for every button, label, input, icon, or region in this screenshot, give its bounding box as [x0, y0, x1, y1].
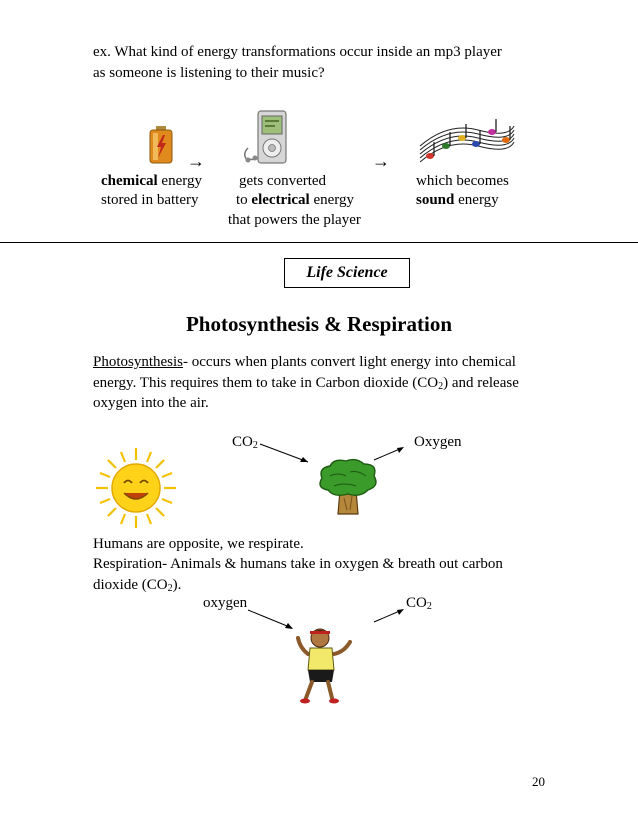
- mp3-player-icon: [244, 108, 290, 166]
- arrow-2: →: [372, 151, 390, 171]
- humans-line-2: Respiration- Animals & humans take in oxygen & breath out carbon: [93, 556, 503, 572]
- question-line-2: as someone is listening to their music?: [93, 65, 325, 81]
- section-divider: [0, 242, 638, 243]
- photosynthesis-paragraph: Photosynthesis- occurs when plants convert light energy into chemical energy. This requires them to take in Carbon dioxide $(CO_2)$ and release oxygen into the air.: [93, 354, 519, 411]
- battery-icon: [148, 126, 174, 164]
- music-caption-line-2: sound energy: [416, 192, 499, 208]
- battery-caption-line-1: chemical energy: [101, 173, 202, 189]
- section-label: Life Science: [284, 258, 410, 288]
- arrow-1: →: [187, 151, 205, 171]
- music-caption-line-1: which becomes: [416, 173, 509, 189]
- human-co2-label: $CO_2$: [406, 595, 432, 612]
- player-caption-line-2: to electrical energy: [236, 192, 355, 208]
- person-icon: [294, 624, 356, 706]
- plant-oxygen-label: Oxygen: [414, 434, 462, 450]
- photosynthesis-term: Photosynthesis: [93, 354, 184, 370]
- humans-line-3: dioxide $(CO_2)$.: [93, 577, 182, 594]
- player-caption-line-1: gets converted: [239, 173, 327, 189]
- human-oxygen-label: oxygen: [203, 595, 248, 611]
- music-notes-icon: [418, 116, 516, 168]
- question-line-1: ex. What kind of energy transformations occur inside an mp3 player: [93, 44, 502, 60]
- player-caption-line-3: that powers the player: [228, 212, 361, 228]
- plant-co2-label: $CO_2$: [232, 434, 258, 451]
- page-title: Photosynthesis & Respiration: [185, 312, 453, 336]
- sun-icon: [94, 446, 178, 530]
- page-number: 20: [532, 774, 545, 789]
- tree-icon: [316, 458, 380, 516]
- battery-caption-line-2: stored in battery: [101, 192, 199, 208]
- humans-line-1: Humans are opposite, we respirate.: [93, 536, 304, 552]
